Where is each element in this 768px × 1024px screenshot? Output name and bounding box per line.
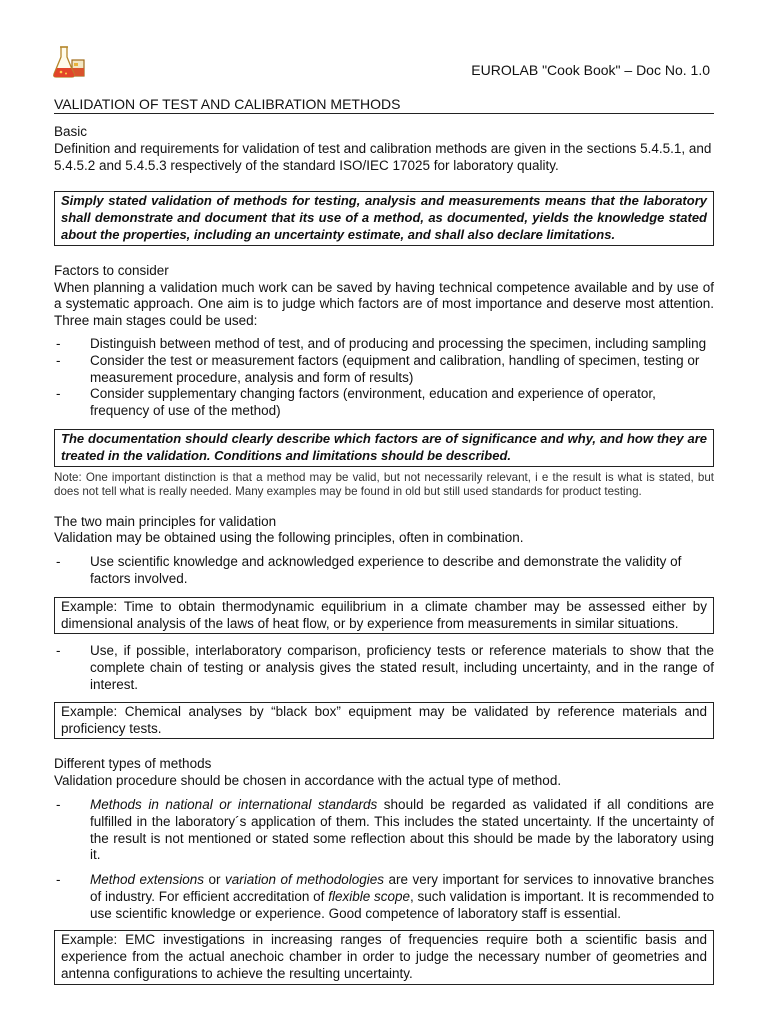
emphasis-text: flexible scope xyxy=(328,888,410,904)
list-item: - Use scientific knowledge and acknowledged experience to describe and demonstrate the validity of factors involved. xyxy=(54,554,714,588)
example-box-1: Example: Time to obtain thermodynamic equilibrium in a climate chamber may be assessed either by dimensional analysis of the laws of heat flow, or by experience from measurements in similar situations. xyxy=(54,597,714,635)
types-list xyxy=(54,797,714,923)
list-item: - Use, if possible, interlaboratory comparison, proficiency tests or reference materials to show that the complete chain of testing or analysis gives the stated result, including uncertainty, and in the range of interest. xyxy=(54,643,714,693)
basic-paragraph: Definition and requirements for validation of test and calibration methods are given in the sections 5.4.5.1, and 5.4.5.2 and 5.4.5.3 respectively of the standard ISO/IEC 17025 for laboratory quality. xyxy=(54,140,712,173)
item-text: should be regarded as validated if all conditions are fulfilled in the laboratory´s application of them. This includes the stated uncertainty. If the uncertainty of the result is not mentioned or stated some reflection about this should be made by the laboratory using it. xyxy=(90,796,714,863)
principles-list-2 xyxy=(54,643,714,693)
document-body xyxy=(54,124,714,985)
flask-icon xyxy=(52,44,88,80)
factors-paragraph: When planning a validation much work can be saved by having technical competence available and by use of a systematic approach. One aim is to judge which factors are of most importance and deserve most attention. Three main stages could be used: xyxy=(54,279,714,329)
list-item xyxy=(54,872,714,922)
factors-list xyxy=(54,336,714,420)
emphasis-text: Method extensions xyxy=(90,872,205,888)
item-text: or xyxy=(204,872,225,888)
section-heading-principles: The two main principles for validation xyxy=(54,513,277,529)
section-heading-basic: Basic xyxy=(54,124,88,139)
note-paragraph: Note: One important distinction is that a method may be valid, but not necessarily relevant, i e the result is what is stated, but does not tell what is really needed. Many examples may be found in old but still used standards for product testing. xyxy=(54,470,714,498)
principles-paragraph: Validation may be obtained using the following principles, often in combination. xyxy=(54,530,524,546)
list-item: - Consider supplementary changing factors (environment, education and experience of operator, frequency of use of the method) xyxy=(54,386,714,420)
list-item xyxy=(54,797,714,864)
list-item: - Distinguish between method of test, and of producing and processing the specimen, including sampling xyxy=(54,336,714,353)
definition-box: Simply stated validation of methods for testing, analysis and measurements means that the laboratory shall demonstrate and document that its use of a method, as documented, yields the knowledge stated about the properties, including an uncertainty estimate, and shall also declare limitations. xyxy=(54,191,714,245)
section-heading-factors: Factors to consider xyxy=(54,262,169,278)
section-heading-types: Different types of methods xyxy=(54,756,212,772)
emphasis-text: Methods in national or international standards xyxy=(90,796,378,812)
page-title: VALIDATION OF TEST AND CALIBRATION METHODS xyxy=(54,96,714,114)
example-box-3: Example: EMC investigations in increasing ranges of frequencies require both a scientific basis and experience from the actual anechoic chamber in order to judge the necessary number of geometries and antenna configurations to achieve the resulting uncertainty. xyxy=(54,930,714,984)
item-text: are very important for services to innovative branches of industry. For efficient accreditation of xyxy=(90,872,714,904)
example-box-2: Example: Chemical analyses by “black box” equipment may be validated by reference materials and proficiency tests. xyxy=(54,702,714,740)
item-text: , such validation is important. It is recommended to use scientific knowledge or experience. Good competence of laboratory staff is essential. xyxy=(90,888,714,921)
emphasis-text: variation of methodologies xyxy=(225,872,385,888)
lab-flask-logo xyxy=(52,44,88,80)
principles-list-1 xyxy=(54,554,714,588)
types-paragraph: Validation procedure should be chosen in accordance with the actual type of method. xyxy=(54,773,562,789)
list-item: - Consider the test or measurement factors (equipment and calibration, handling of specimen, testing or measurement procedure, analysis and form of results) xyxy=(54,353,714,387)
document-reference: EUROLAB "Cook Book" – Doc No. 1.0 xyxy=(471,62,710,78)
documentation-box: The documentation should clearly describe which factors are of significance and why, and how they are treated in the validation. Conditions and limitations should be described. xyxy=(54,429,714,467)
